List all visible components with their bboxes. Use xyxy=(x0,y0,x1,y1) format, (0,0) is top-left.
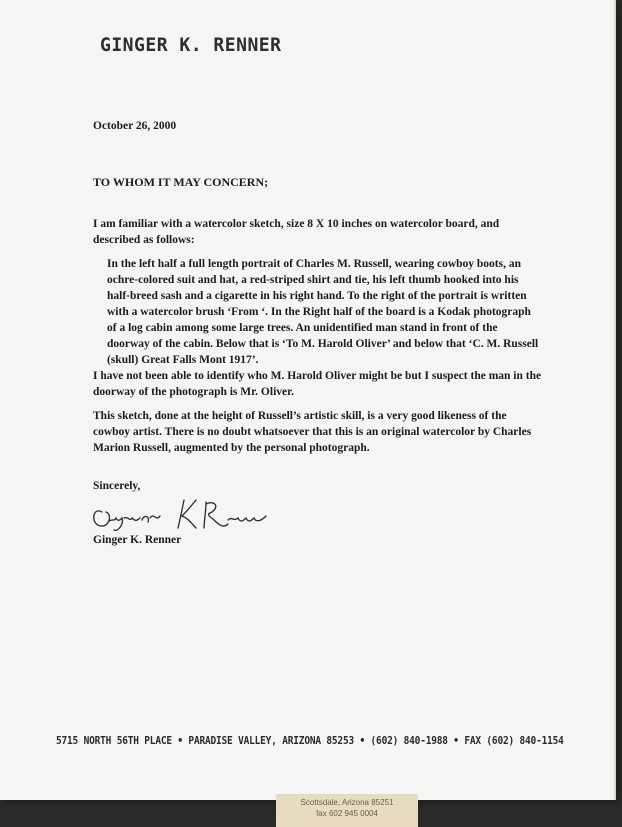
letter-date: October 26, 2000 xyxy=(93,120,177,132)
sticker-line-2: fax 602 945 0004 xyxy=(316,809,378,818)
typed-signer-name: Ginger K. Renner xyxy=(93,534,182,546)
intro-paragraph: I am familiar with a watercolor sketch, size 8 X 10 inches on watercolor board, and described as follows: xyxy=(93,218,500,246)
handwritten-signature xyxy=(88,492,288,536)
label-sticker xyxy=(276,794,418,827)
closing: Sincerely, xyxy=(93,480,141,492)
identification-paragraph: I have not been able to identify who M. Harold Oliver might be but I suspect the man in the doorway of the photograph is Mr. Oliver. xyxy=(93,370,542,398)
salutation: TO WHOM IT MAY CONCERN; xyxy=(93,175,269,189)
letterhead-name: GINGER K. RENNER xyxy=(100,34,282,56)
letterhead-footer-address: 5715 NORTH 56TH PLACE • PARADISE VALLEY, ARIZONA 85253 • (602) 840-1988 • FAX (602) 840-1154 xyxy=(56,736,564,747)
description-paragraph: In the left half a full length portrait of Charles M. Russell, wearing cowboy boots, an ochre-colored suit and hat, a red-striped shirt and tie, his left thumb hooked into his half-breed sash and a cigarette in his right hand. To the right of the portrait is written with a watercolor brush ‘From ‘. In the Right half of the board is a Kodak photograph of a log cabin among some large trees. An unidentified man stand in front of the doorway of the cabin. Below that is ‘To M. Harold Oliver’ and below that ‘C. M. Russell (skull) Great Falls Mont 1917’. xyxy=(107,258,539,366)
sticker-line-1: Scottsdale, Arizona 85251 xyxy=(300,798,394,807)
conclusion-paragraph: This sketch, done at the height of Russell’s artistic skill, is a very good likeness of the cowboy artist. There is no doubt whatsoever that this is an original watercolor by Charles Marion Russell, augmented by the personal photograph. xyxy=(93,410,532,454)
